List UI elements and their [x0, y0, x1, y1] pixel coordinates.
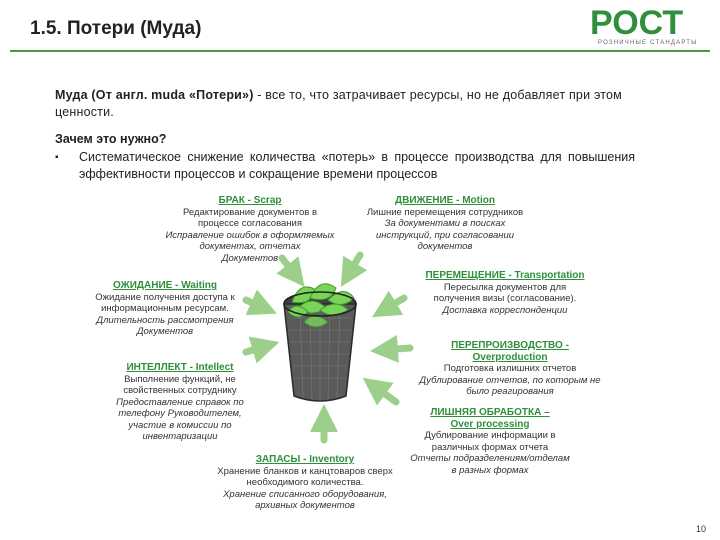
waste-pereproizvodstvo: ПЕРЕПРОИЗВОДСТВО - Overproduction Подготовка излишних отчетов Дублирование отчетов, по которым не было реагирования — [405, 340, 615, 398]
waste-title: ПЕРЕМЕЩЕНИЕ - Transportation — [425, 270, 585, 281]
why-heading: Зачем это нужно? — [55, 132, 167, 146]
waste-title: ЗАПАСЫ - Inventory — [255, 454, 355, 465]
waste-title: БРАК - Scrap — [218, 195, 282, 206]
arrow-peremeshchenie — [384, 298, 404, 310]
waste-brak: БРАК - Scrap Редактирование документов в процессе согласования Исправление ошибок в оформляемых документах, отчетах Документов — [165, 195, 335, 264]
arrow-intellekt — [246, 346, 266, 352]
page-number: 10 — [695, 524, 706, 534]
logo-subtitle: РОЗНИЧНЫЕ СТАНДАРТЫ — [598, 40, 698, 46]
bullet-text: Систематическое снижение количества «потерь» в процессе производства для повышения эффективности процессов и сокращение времени процессов — [79, 150, 635, 181]
waste-peremeshchenie: ПЕРЕМЕЩЕНИЕ - Transportation Пересылка документов для получения визы (согласование). Доставка корреспонденции — [425, 270, 585, 316]
waste-title: ПЕРЕПРОИЗВОДСТВО - — [451, 340, 569, 351]
waste-title: ДВИЖЕНИЕ - Motion — [395, 195, 495, 206]
logo-wordmark: РОСТ — [590, 4, 684, 42]
waste-title-en: Over processing — [450, 418, 530, 430]
definition-text: - все то, что затрачивает ресурсы, но не добавляет при этом ценности. — [55, 88, 622, 119]
waste-obrabotka: ЛИШНЯЯ ОБРАБОТКА – Over processing Дублирование информации в различных формах отчета Отчеты подразделениям/отделам в разных формах — [390, 407, 590, 476]
arrow-obrabotka — [374, 386, 396, 402]
waste-title: ЛИШНЯЯ ОБРАБОТКА – — [430, 407, 550, 418]
slide-title: 1.5. Потери (Муда) — [30, 18, 202, 39]
waste-intellekt: ИНТЕЛЛЕКТ - Intellect Выполнение функций, не свойственных сотруднику Предоставление справок по телефону Руководителем, участие в комиссии по инвентаризации — [116, 362, 244, 442]
definition-term: Муда (От англ. muda «Потери») — [55, 88, 254, 102]
bullet-icon: ▪ — [55, 152, 59, 163]
waste-title: ИНТЕЛЛЕКТ - Intellect — [126, 362, 234, 373]
waste-title: ОЖИДАНИЕ - Waiting — [113, 280, 217, 291]
waste-ozhidanie: ОЖИДАНИЕ - Waiting Ожидание получения доступа к информационным ресурсам. Длительность рассмотрения Документов — [95, 280, 235, 337]
waste-zapasy: ЗАПАСЫ - Inventory Хранение бланков и канцтоваров сверх необходимого количества. Хранение списанного оборудования, архивных документов — [217, 454, 393, 511]
waste-title-en: Overproduction — [472, 351, 548, 363]
waste-dvizhenie: ДВИЖЕНИЕ - Motion Лишние перемещения сотрудников За документами в поисках инструкций, при согласовании документов — [366, 195, 524, 252]
